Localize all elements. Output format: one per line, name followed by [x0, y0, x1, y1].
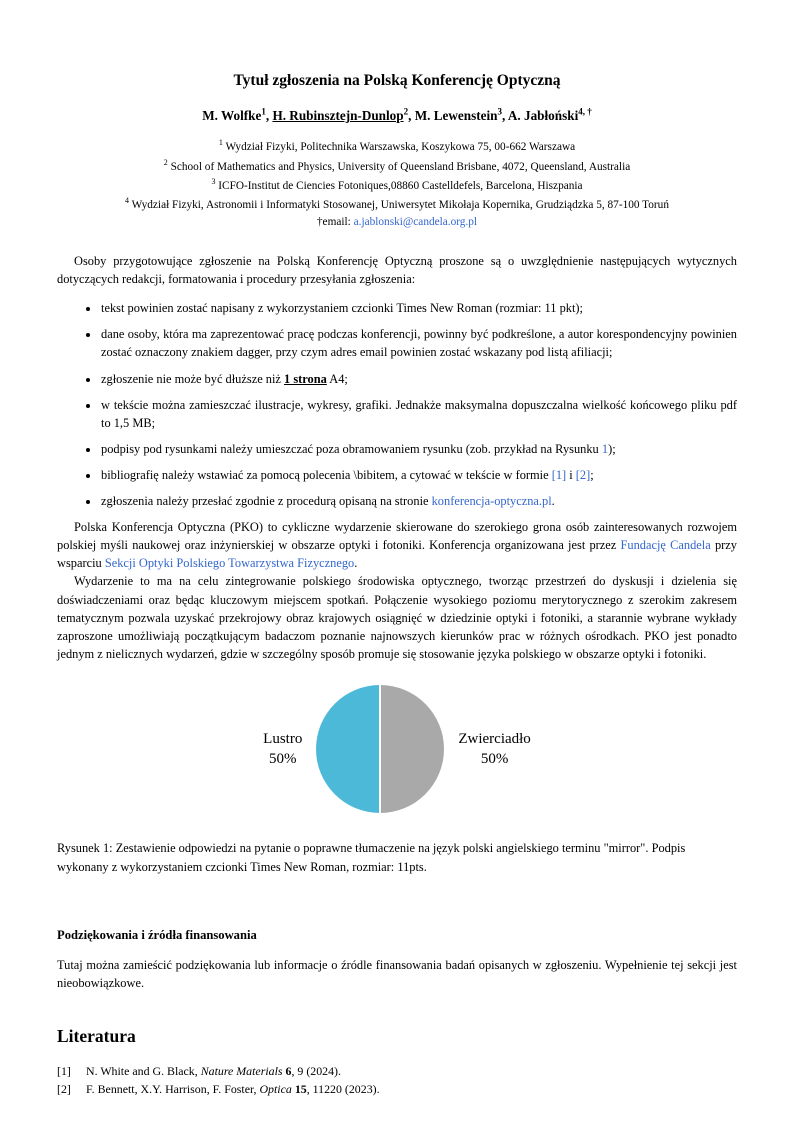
acknowledgements-text: Tutaj można zamieścić podziękowania lub informacje o źródle finansowania badań opisanych w zgłoszeniu. Wypełnienie tej sekcji jest nieobowiązkowe. [57, 958, 737, 991]
reference-text: F. Bennett, X.Y. Harrison, F. Foster, Optica 15, 11220 (2023). [86, 1082, 380, 1097]
reference-number: [1] [57, 1063, 71, 1078]
references-list [57, 1062, 737, 1099]
reference-number: [2] [57, 1082, 71, 1097]
pie-label-right-name: Zwierciadło [458, 730, 531, 747]
event-paragraph: Wydarzenie to ma na celu zintegrowanie polskiego środowiska optycznego, tworząc przestrzeń do dyskusji i dzielenia się doświadczeniami oraz będąc kluczowym miejscem spotkań. Połączenie wysokiego poziomu merytorycznego z szerokim zakresem tematycznym pozwala uzyskać przekrojowy obraz krajowych osiągnięć w dziedzinie optyki i fotoniki, a starannie wybrane wykłady zaproszone umożliwiają początkującym badaczom poznanie najnowszych kierunków prac w różnych ośrodkach. PKO jest ponadto jednym z nielicznych wydarzeń, gdzie w szczególny sposób promuje się stosowanie języka polskiego w obszarze optyki i fotoniki. [57, 574, 737, 661]
one-page-emphasis: 1 strona [284, 371, 327, 386]
pie-chart [316, 685, 444, 813]
author-2: H. Rubinsztejn-Dunlop$^2$, [272, 107, 415, 124]
citation-link-2[interactable]: [2] [575, 467, 591, 482]
affiliation-line-1: $^1$ Wydział Fizyki, Politechnika Warszawska, Koszykowa 75, 00-662 Warszawa [218, 138, 576, 154]
citation-link-1[interactable]: [1] [551, 467, 567, 482]
acknowledgements-heading: Podziękowania i źródła finansowania [57, 928, 257, 943]
pko-paragraph: Polska Konferencja Optyczna (PKO) to cykliczne wydarzenie skierowane do szerokiego grona osób zainteresowanych rozwojem polskiej myśli naukowej oraz inżynierskiej w obszarze optyki i fotoniki. Konferencja organizowana jest przez Fundację Candela przy wsparciu Sekcji Optyki Polskiego Towarzystwa Fizycznego. [57, 520, 737, 571]
affiliation-line-3: $^3$ ICFO-Institut de Ciencies Fotoniques,08860 Castelldefels, Barcelona, Hiszpania [211, 176, 583, 192]
reference-text: N. White and G. Black, Nature Materials 6, 9 (2024). [86, 1063, 341, 1078]
figure-caption: Rysunek 1: Zestawienie odpowiedzi na pytanie o poprawne tłumaczenie na język polski angielskiego terminu "mirror". Podpis wykonany z wykorzystaniem czcionki Times New Roman, rozmiar: 11pts. [57, 841, 686, 874]
submission-site-link[interactable]: konferencja-optyczna.pl [431, 494, 552, 509]
author-3: M. Lewenstein$^3$, [414, 107, 508, 124]
affiliations-block [57, 137, 737, 232]
pie-label-right [458, 729, 530, 770]
optics-section-link[interactable]: Sekcji Optyki Polskiego Towarzystwa Fizycznego [104, 556, 355, 571]
guideline-captions: • podpisy pod rysunkami należy umieszczać poza obramowaniem rysunku (zob. przykład na Rysunku 1); [100, 440, 737, 458]
pie-label-left-name: Lustro [263, 730, 303, 747]
author-1: M. Wolfke$^1$, [202, 107, 273, 124]
pie-label-left-percent: 50% [269, 751, 297, 768]
email-link[interactable]: a.jablonski@candela.org.pl [353, 216, 478, 229]
guideline-presenter: • dane osoby, która ma zaprezentować pracę podczas konferencji, powinny być podkreślone, a autor korespondencyjny powinien zostać oznaczony znakiem dagger, przy czym adres email powinien zostać wskazany pod listą afiliacji; [100, 325, 737, 361]
guideline-submission: • zgłoszenia należy przesłać zgodnie z procedurą opisaną na stronie konferencja-optyczna.pl. [100, 492, 737, 510]
author-4: A. Jabłoński$^{4, \dagger}$ [507, 107, 592, 124]
pie-slice-divider [379, 685, 381, 813]
email-line: †email: a.jablonski@candela.org.pl [316, 216, 478, 229]
paper-title: Tytuł zgłoszenia na Polską Konferencję Optyczną [233, 72, 561, 89]
reference-item-1 [57, 1062, 737, 1080]
reference-item-2 [57, 1080, 737, 1098]
figure-1 [57, 685, 737, 876]
guideline-font: • tekst powinien zostać napisany z wykorzystaniem czcionki Times New Roman (rozmiar: 11 pkt); [100, 299, 737, 317]
fundacja-candela-link[interactable]: Fundację Candela [620, 538, 711, 553]
pie-label-right-percent: 50% [480, 751, 509, 768]
authors-line [57, 107, 737, 124]
figure-ref-link[interactable]: 1 [601, 441, 609, 456]
affiliation-line-4: $^4$ Wydział Fizyki, Astronomii i Informatyki Stosowanej, Uniwersytet Mikołaja Kopernika, Grudziądzka 5, 87-100 Toruń [125, 196, 669, 211]
guidelines-list [57, 299, 737, 510]
literature-heading: Literatura [57, 1026, 136, 1047]
guideline-bibliography: • bibliografię należy wstawiać za pomocą polecenia \bibitem, a cytować w tekście w formie [1] i [2]; [100, 466, 737, 484]
pie-label-left [263, 729, 302, 770]
pie-chart-row [57, 685, 737, 813]
guideline-length: • zgłoszenie nie może być dłuższe niż 1 strona A4; [100, 370, 737, 388]
intro-paragraph: Osoby przygotowujące zgłoszenie na Polską Konferencję Optyczną proszone są o uwzględnienie następujących wytycznych dotyczących redakcji, formatowania i procedury przesyłania zgłoszenia: [57, 253, 737, 287]
affiliation-line-2: $^2$ School of Mathematics and Physics, University of Queensland Brisbane, 4072, Queensland, Australia [163, 157, 631, 173]
guideline-filesize: • w tekście można zamieszczać ilustracje, wykresy, grafiki. Jednakże maksymalna dopuszczalna wielkość końcowego pliku pdf to 1,5 MB; [100, 396, 737, 432]
